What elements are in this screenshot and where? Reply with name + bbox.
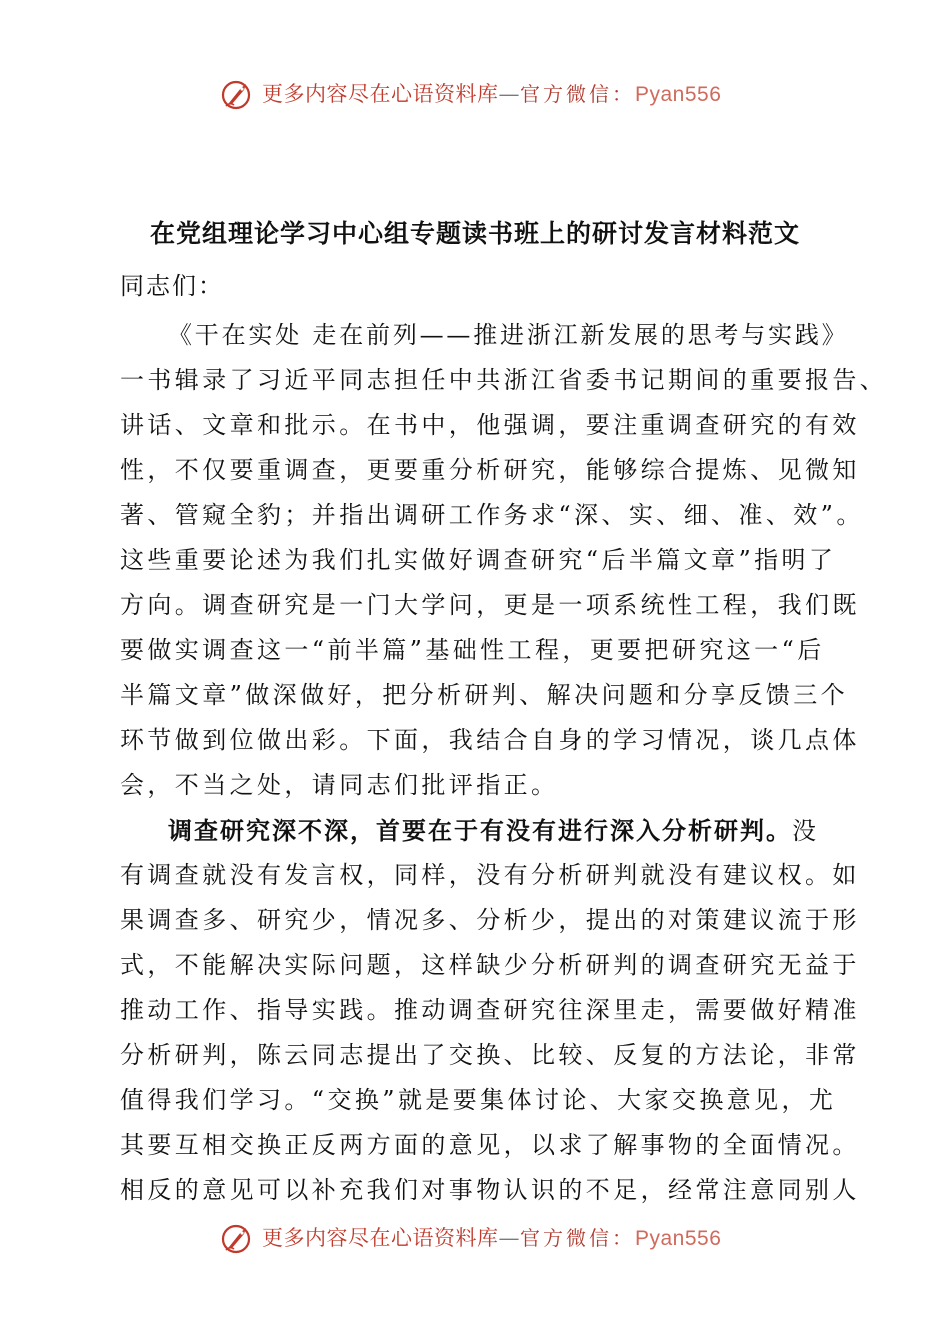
paragraph-line: 推动工作、指导实践。推动调查研究往深里走，需要做好精准 bbox=[120, 996, 860, 1024]
paragraph-line: 半篇文章”做深做好，把分析研判、解决问题和分享反馈三个 bbox=[120, 681, 849, 709]
paragraph-line: 《干在实处 走在前列——推进浙江新发展的思考与实践》 bbox=[168, 321, 849, 349]
paragraph-line: 性，不仅要重调查，更要重分析研究，能够综合提炼、见微知 bbox=[120, 456, 860, 484]
paragraph-line: 其要互相交换正反两方面的意见，以求了解事物的全面情况。 bbox=[120, 1131, 860, 1159]
paragraph-line: 这些重要论述为我们扎实做好调查研究“后半篇文章”指明了 bbox=[120, 546, 837, 574]
paragraph-line-tail: 没 bbox=[792, 817, 819, 845]
document-title: 在党组理论学习中心组专题读书班上的研讨发言材料范文 bbox=[149, 219, 800, 248]
watermark-wechat-id: Pyan556 bbox=[635, 83, 722, 106]
watermark-text bbox=[262, 1224, 721, 1253]
paragraph-line: 要做实调查这一“前半篇”基础性工程，更要把研究这一“后 bbox=[120, 636, 825, 664]
paragraph-line: 会，不当之处，请同志们批评指正。 bbox=[120, 771, 559, 799]
paragraph-line: 有调查就没有发言权，同样，没有分析研判就没有建议权。如 bbox=[120, 861, 860, 889]
pen-nib-logo-icon bbox=[220, 76, 256, 112]
watermark-dash: — bbox=[498, 82, 520, 106]
watermark-wechat-label: 官方微信： bbox=[520, 82, 635, 106]
paragraph-line: 一书辑录了习近平同志担任中共浙江省委书记期间的重要报告、 bbox=[120, 366, 888, 394]
paragraph-line: 著、管窥全豹；并指出调研工作务求“深、实、细、准、效”。 bbox=[120, 501, 864, 529]
paragraph-line: 方向。调查研究是一门大学问，更是一项系统性工程，我们既 bbox=[120, 591, 860, 619]
watermark-brand: 更多内容尽在心语资料库 bbox=[262, 1226, 499, 1250]
paragraph-heading: 调查研究深不深，首要在于有没有进行深入分析研判。 bbox=[168, 816, 792, 845]
watermark-text bbox=[262, 80, 721, 109]
watermark-dash: — bbox=[498, 1226, 520, 1250]
document-body bbox=[120, 313, 888, 1213]
watermark-banner-bottom bbox=[0, 1218, 950, 1258]
paragraph-line: 果调查多、研究少，情况多、分析少，提出的对策建议流于形 bbox=[120, 906, 860, 934]
paragraph-line: 相反的意见可以补充我们对事物认识的不足，经常注意同别人 bbox=[120, 1176, 860, 1204]
paragraph-line: 环节做到位做出彩。下面，我结合自身的学习情况，谈几点体 bbox=[120, 726, 860, 754]
watermark-wechat-id: Pyan556 bbox=[635, 1227, 722, 1250]
watermark-banner-top bbox=[0, 74, 950, 114]
paragraph-line: 式，不能解决实际问题，这样缺少分析研判的调查研究无益于 bbox=[120, 951, 860, 979]
salutation: 同志们： bbox=[120, 272, 224, 300]
watermark-brand: 更多内容尽在心语资料库 bbox=[262, 82, 499, 106]
paragraph-line: 讲话、文章和批示。在书中，他强调，要注重调查研究的有效 bbox=[120, 411, 860, 439]
paragraph-heading-line bbox=[120, 808, 830, 853]
pen-nib-logo-icon bbox=[220, 1220, 256, 1256]
watermark-wechat-label: 官方微信： bbox=[520, 1226, 635, 1250]
paragraph-line: 值得我们学习。“交换”就是要集体讨论、大家交换意见，尤 bbox=[120, 1086, 837, 1114]
paragraph-line: 分析研判，陈云同志提出了交换、比较、反复的方法论，非常 bbox=[120, 1041, 860, 1069]
